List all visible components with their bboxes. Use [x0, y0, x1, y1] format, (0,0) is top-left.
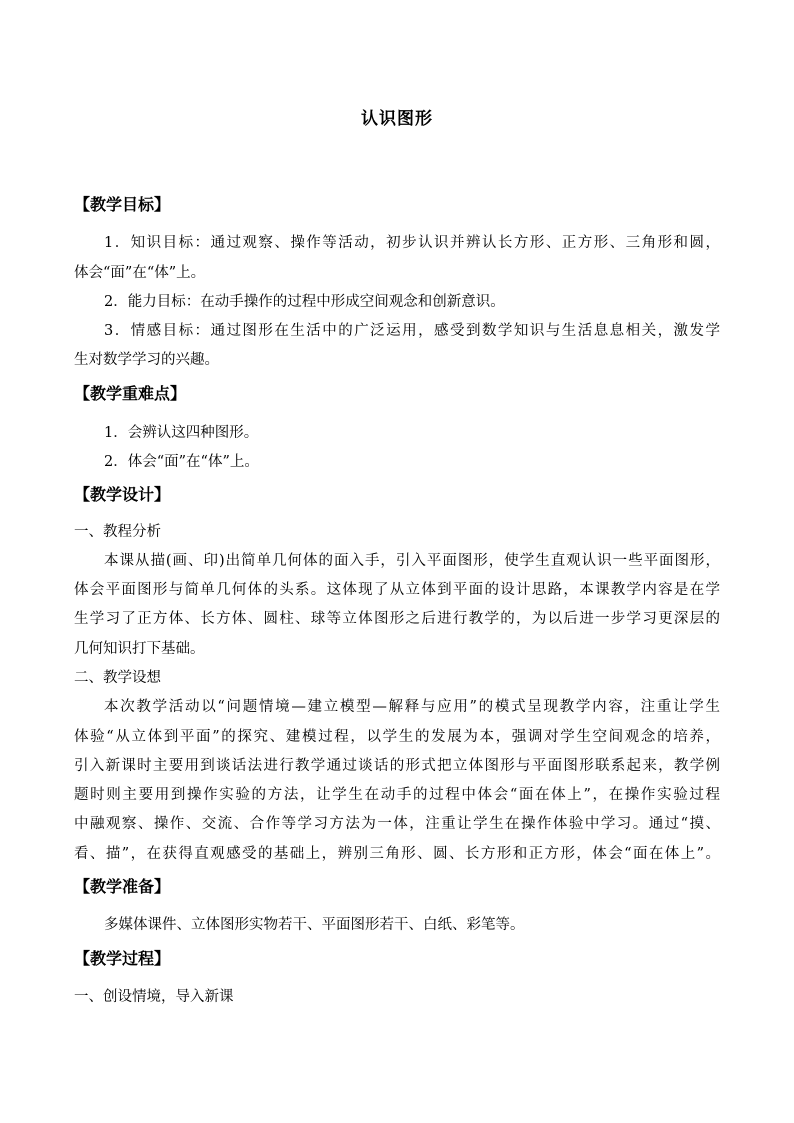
design-paragraph-1-line-3: 生学习了正方体、长方体、圆柱、球等立体图形之后进行教学的，为以后进一步学习更深层的: [74, 611, 720, 627]
goal-2: 2．能力目标：在动手操作的过程中形成空间观念和创新意识。: [104, 294, 505, 310]
design-subheading-2: 二、教学设想: [74, 670, 161, 686]
key-point-2: 2．体会“面”在“体”上。: [104, 454, 259, 470]
design-paragraph-2-line-5: 中融观察、操作、交流、合作等学习方法为一体，注重让学生在操作体验中学习。通过“摸、: [74, 816, 720, 832]
goal-3-line-2: 生对数学学习的兴趣。: [74, 352, 219, 368]
section-heading-design: 【教学设计】: [74, 485, 171, 504]
key-point-1: 1．会辨认这四种图形。: [104, 425, 259, 441]
section-heading-process: 【教学过程】: [74, 949, 171, 968]
preparation-text: 多媒体课件、立体图形实物若干、平面图形若干、白纸、彩笔等。: [104, 917, 525, 933]
design-paragraph-2-line-2: 体验“从立体到平面”的探究、建模过程，以学生的发展为本，强调对学生空间观念的培养，: [74, 729, 720, 745]
design-paragraph-2-line-6: 看、描”，在获得直观感受的基础上，辨别三角形、圆、长方形和正方形，体会“面在体上”。: [74, 846, 720, 862]
design-paragraph-1-line-1: 本课从描(画、印)出简单几何体的面入手，引入平面图形，使学生直观认识一些平面图形，: [104, 553, 720, 569]
goal-1-line-1: 1．知识目标：通过观察、操作等活动，初步认识并辨认长方形、正方形、三角形和圆，: [104, 235, 720, 251]
page-title: 认识图形: [361, 109, 433, 129]
design-paragraph-2-line-4: 题时则主要用到操作实验的方法，让学生在动手的过程中体会“面在体上”，在操作实验过程: [74, 787, 720, 803]
design-paragraph-1-line-2: 体会平面图形与简单几何体的头系。这体现了从立体到平面的设计思路，本课教学内容是在学: [74, 582, 720, 598]
process-subheading-1: 一、创设情境，导入新课: [74, 989, 234, 1005]
design-paragraph-2-line-3: 引入新课时主要用到谈话法进行教学通过谈话的形式把立体图形与平面图形联系起来，教学例: [74, 758, 720, 774]
goal-1-line-2: 体会“面”在“体”上。: [74, 265, 206, 281]
goal-3-line-1: 3．情感目标：通过图形在生活中的广泛运用，感受到数学知识与生活息息相关，激发学: [104, 323, 720, 339]
section-heading-preparation: 【教学准备】: [74, 877, 171, 896]
design-paragraph-1-line-4: 几何知识打下基础。: [74, 641, 205, 657]
design-paragraph-2-line-1: 本次教学活动以“问题情境—建立模型—解释与应用”的模式呈现教学内容，注重让学生: [104, 699, 720, 715]
design-subheading-1: 一、教程分析: [74, 524, 161, 540]
section-heading-key-points: 【教学重难点】: [74, 384, 187, 403]
section-heading-goals: 【教学目标】: [74, 195, 171, 214]
